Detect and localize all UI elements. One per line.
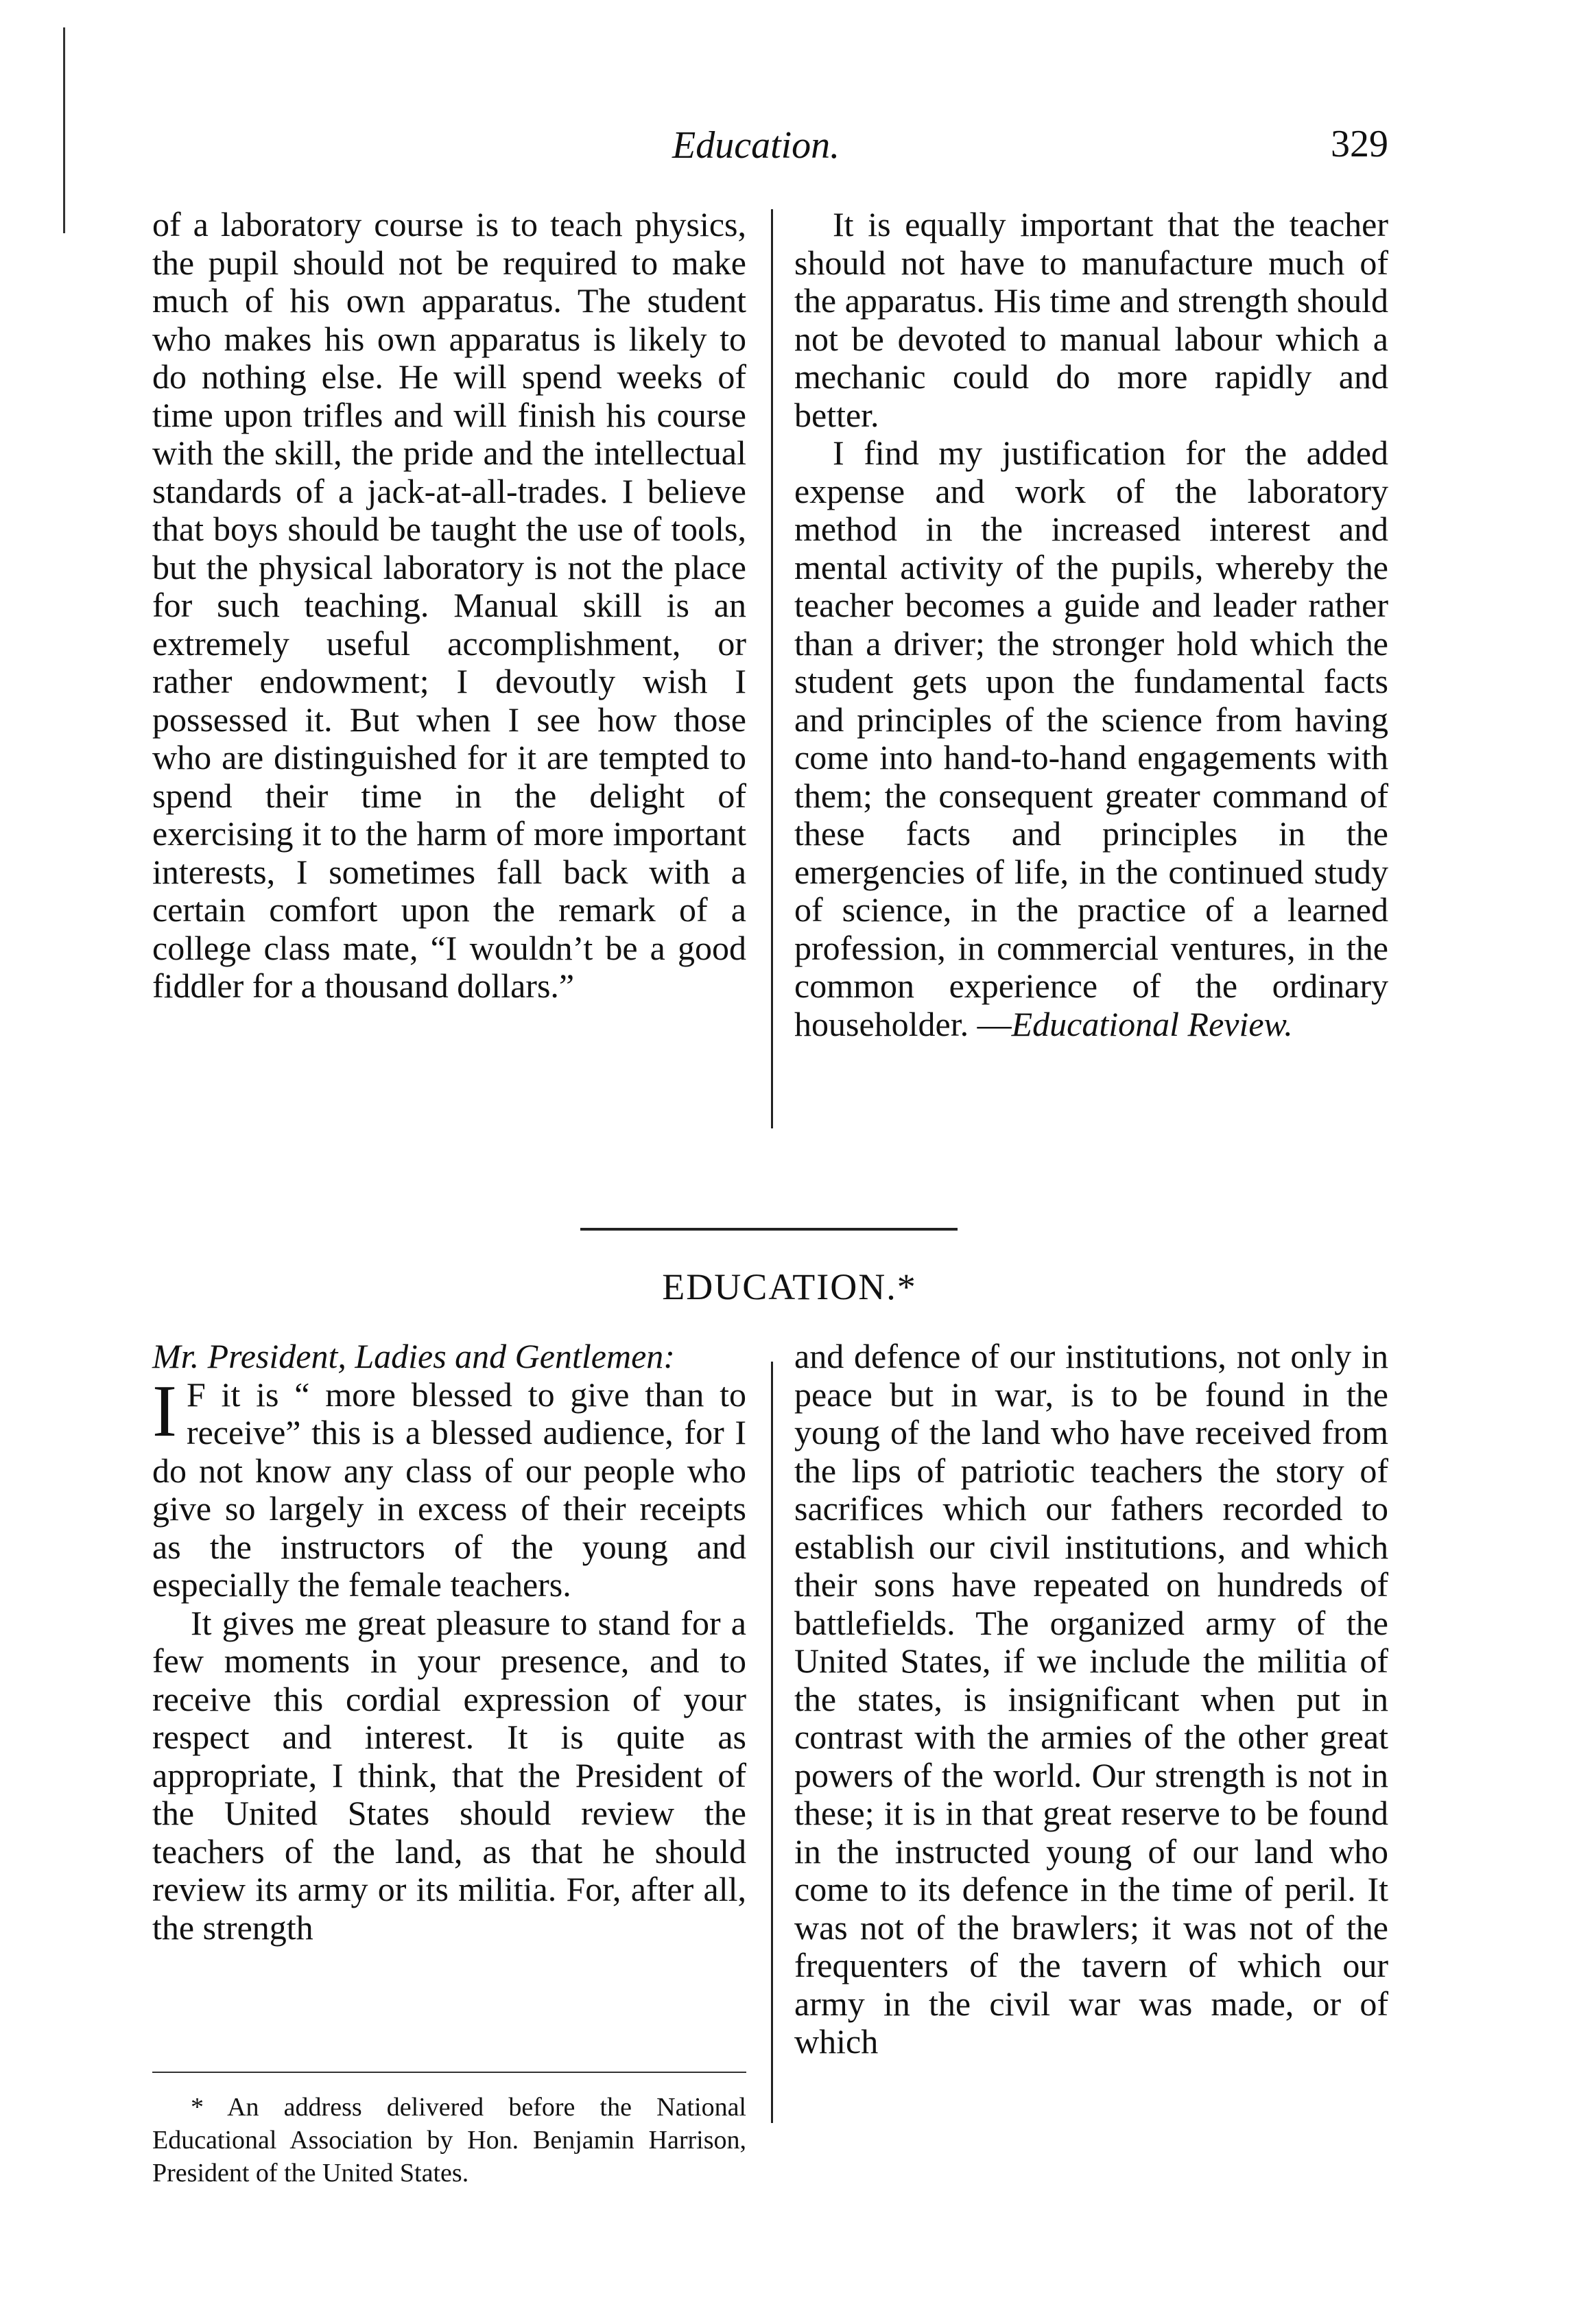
bottom-right-column [794, 1338, 1388, 2061]
section-separator [580, 1228, 958, 1231]
bottom-left-column [152, 1338, 746, 1947]
footnote: * An address delivered before the National Educational Association by Hon. Benjamin Harrison, President of the United States. [152, 2093, 746, 2187]
bottom-right-paragraph: and defence of our institutions, not only in peace but in war, is to be found in the young of the land who have received from the lips of patriotic teachers the story of sacrifices which our fathers recorded to establish our civil institutions, and which their sons have repeated on hundreds of battlefields. The organized army of the United States, if we include the militia of the states, is insignificant when put in contrast with the armies of the other great powers of the world. Our strength is not in these; it is in that great reserve to be found in the instructed young of our land who come to its defence in the time of peril. It was not of the brawlers; it was not of the frequenters of the tavern of which our army in the civil war was made, or of which [794, 1337, 1388, 2061]
top-right-column [794, 206, 1388, 1043]
second-paragraph: It gives me great pleasure to stand for a few moments in your presence, and to receive this cordial expression of your respect and interest. It is quite as appropriate, I think, that the President of the United States should review the teachers of the land, as that he should review its army or its militia. For, after all, the strength [152, 1603, 746, 1947]
opening-paragraph: IF it is “ more blessed to give than to receive” this is a blessed audience, for I do not know any class of our people who give so largely in excess of their receipts as the instructors of the young and especially the female teachers. [152, 1370, 746, 1604]
footnote-rule [152, 2072, 746, 2073]
top-left-paragraph: of a laboratory course is to teach physics, the pupil should not be required to make much of his own apparatus. The student who makes his own apparatus is likely to do nothing else. He will spend weeks of time upon trifles and will finish his course with the skill, the pride and the intellectual standards of a jack-at-all-trades. I believe that boys should be taught the use of tools, but the physical laboratory is not the place for such teaching. Manual skill is an extremely useful accomplishment, or rather endowment; I devoutly wish I possessed it. But when I see how those who are distinguished for it are tempted to spend their time in the delight of exercising it to the harm of more important interests, I sometimes fall back with a certain comfort upon the remark of a college class mate, “I wouldn’t be a good fiddler for a thousand dollars.” [152, 205, 746, 1005]
page-number: 329 [1331, 123, 1388, 165]
running-title: Education. [672, 124, 840, 167]
section-title: EDUCATION.* [662, 1266, 917, 1307]
top-right-paragraph-2 [794, 434, 1388, 1043]
top-left-column [152, 206, 746, 1006]
column-divider-top [771, 209, 773, 1128]
column-divider-bottom [771, 1362, 773, 2123]
top-right-paragraph-2-text: I find my justification for the added expense and work of the laboratory method in the increased interest and mental activity of the pupils, whereby the teacher becomes a guide and leader rather than a driver; the stronger hold which the student gets upon the fundamental facts and principles of the science from having come into hand-to-hand engagements with them; the consequent greater command of these facts and principles in the emergencies of life, in the continued study of science, in the practice of a learned profession, in commercial ventures, in the common experience of the ordinary householder. — [794, 434, 1388, 1043]
margin-rule [63, 27, 65, 233]
source-citation: Educational Review. [1011, 1004, 1293, 1043]
salutation: Mr. President, Ladies and Gentlemen: [152, 1337, 675, 1375]
top-right-paragraph-1: It is equally important that the teacher should not have to manufacture much of the apparatus. His time and strength should not be devoted to manual labour which a mechanic could do more rapidly and better. [794, 205, 1388, 434]
